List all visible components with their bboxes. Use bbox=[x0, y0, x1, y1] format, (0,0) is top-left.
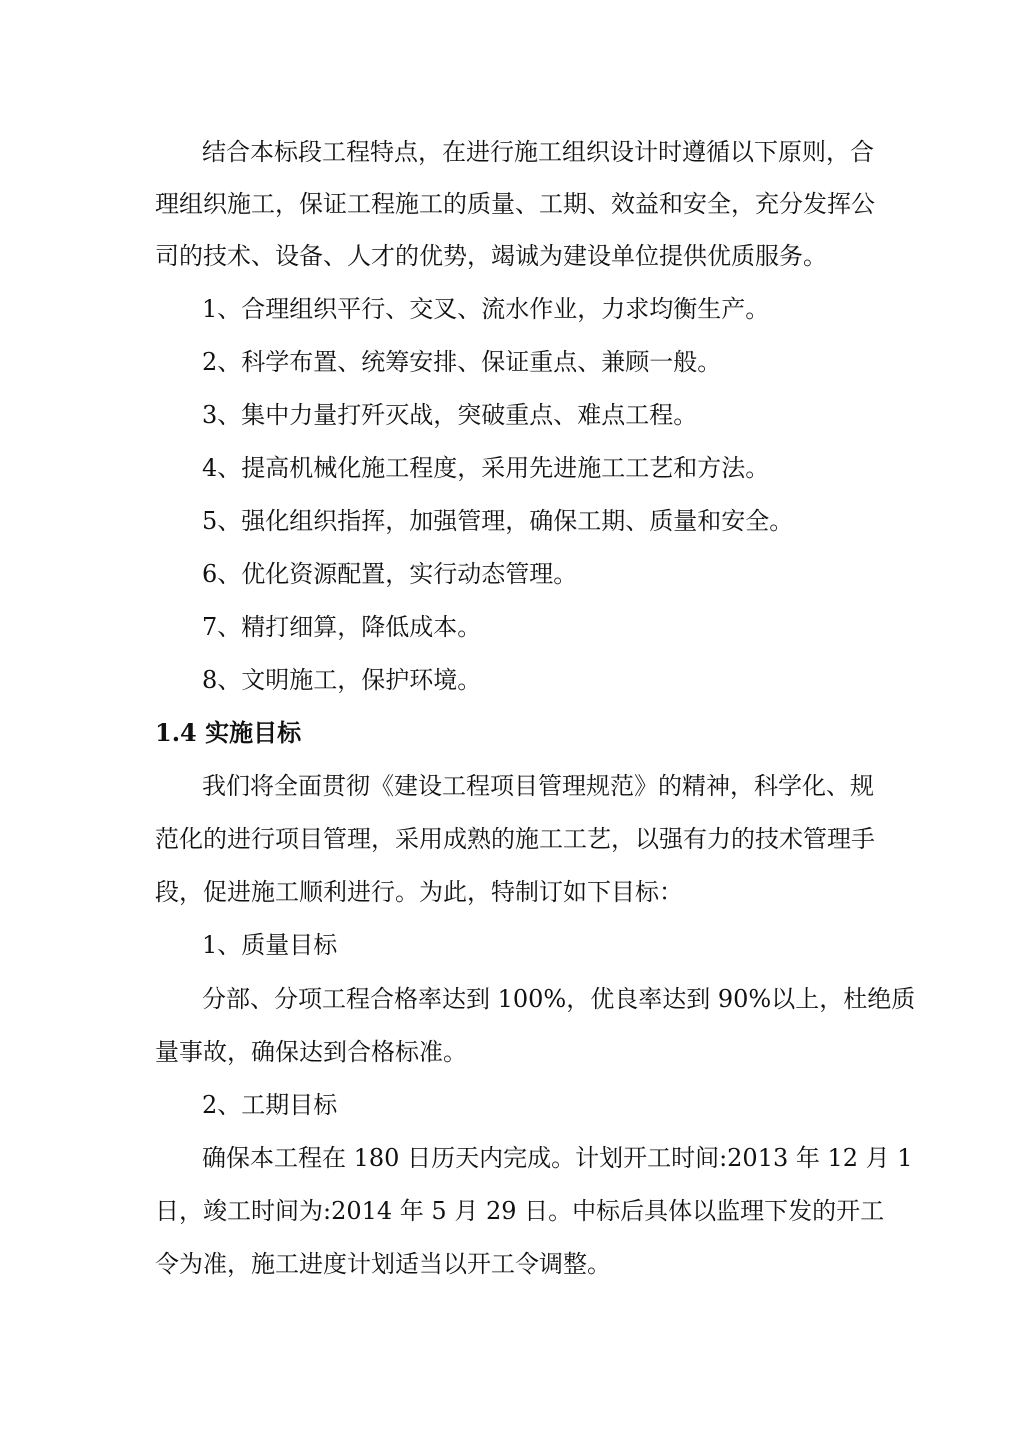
schedule-target-line-2: 日，竣工时间为:2014 年 5 月 29 日。中标后具体以监理下发的开工 bbox=[155, 1197, 885, 1225]
schedule-target-title: 2、工期目标 bbox=[202, 1091, 338, 1119]
schedule-target-line-1: 确保本工程在 180 日历天内完成。计划开工时间:2013 年 12 月 1 bbox=[202, 1144, 913, 1172]
principle-item-1: 1、合理组织平行、交叉、流水作业，力求均衡生产。 bbox=[202, 295, 770, 323]
principle-item-6: 6、优化资源配置，实行动态管理。 bbox=[202, 560, 578, 588]
schedule-target-line-3: 令为准，施工进度计划适当以开工令调整。 bbox=[155, 1250, 611, 1278]
section-heading: 1.4 实施目标 bbox=[155, 718, 302, 747]
principle-item-3: 3、集中力量打歼灭战，突破重点、难点工程。 bbox=[202, 401, 698, 429]
principle-item-2: 2、科学布置、统筹安排、保证重点、兼顾一般。 bbox=[202, 348, 722, 376]
quality-target-line-2: 量事故，确保达到合格标准。 bbox=[155, 1038, 467, 1066]
section-intro-line-3: 段，促进施工顺利进行。为此，特制订如下目标： bbox=[155, 878, 683, 906]
principle-item-8: 8、文明施工，保护环境。 bbox=[202, 666, 482, 694]
section-intro-line-2: 范化的进行项目管理，采用成熟的施工工艺，以强有力的技术管理手 bbox=[155, 825, 875, 853]
intro-line-3: 司的技术、设备、人才的优势，竭诚为建设单位提供优质服务。 bbox=[155, 242, 827, 270]
principle-item-5: 5、强化组织指挥，加强管理，确保工期、质量和安全。 bbox=[202, 507, 794, 535]
principle-item-4: 4、提高机械化施工程度，采用先进施工工艺和方法。 bbox=[202, 454, 770, 482]
intro-line-2: 理组织施工，保证工程施工的质量、工期、效益和安全，充分发挥公 bbox=[155, 190, 875, 218]
section-intro-line-1: 我们将全面贯彻《建设工程项目管理规范》的精神，科学化、规 bbox=[202, 772, 874, 800]
quality-target-line-1: 分部、分项工程合格率达到 100%，优良率达到 90%以上，杜绝质 bbox=[202, 985, 916, 1013]
intro-line-1: 结合本标段工程特点，在进行施工组织设计时遵循以下原则，合 bbox=[202, 138, 874, 166]
principle-item-7: 7、精打细算，降低成本。 bbox=[202, 613, 482, 641]
quality-target-title: 1、质量目标 bbox=[202, 931, 338, 959]
